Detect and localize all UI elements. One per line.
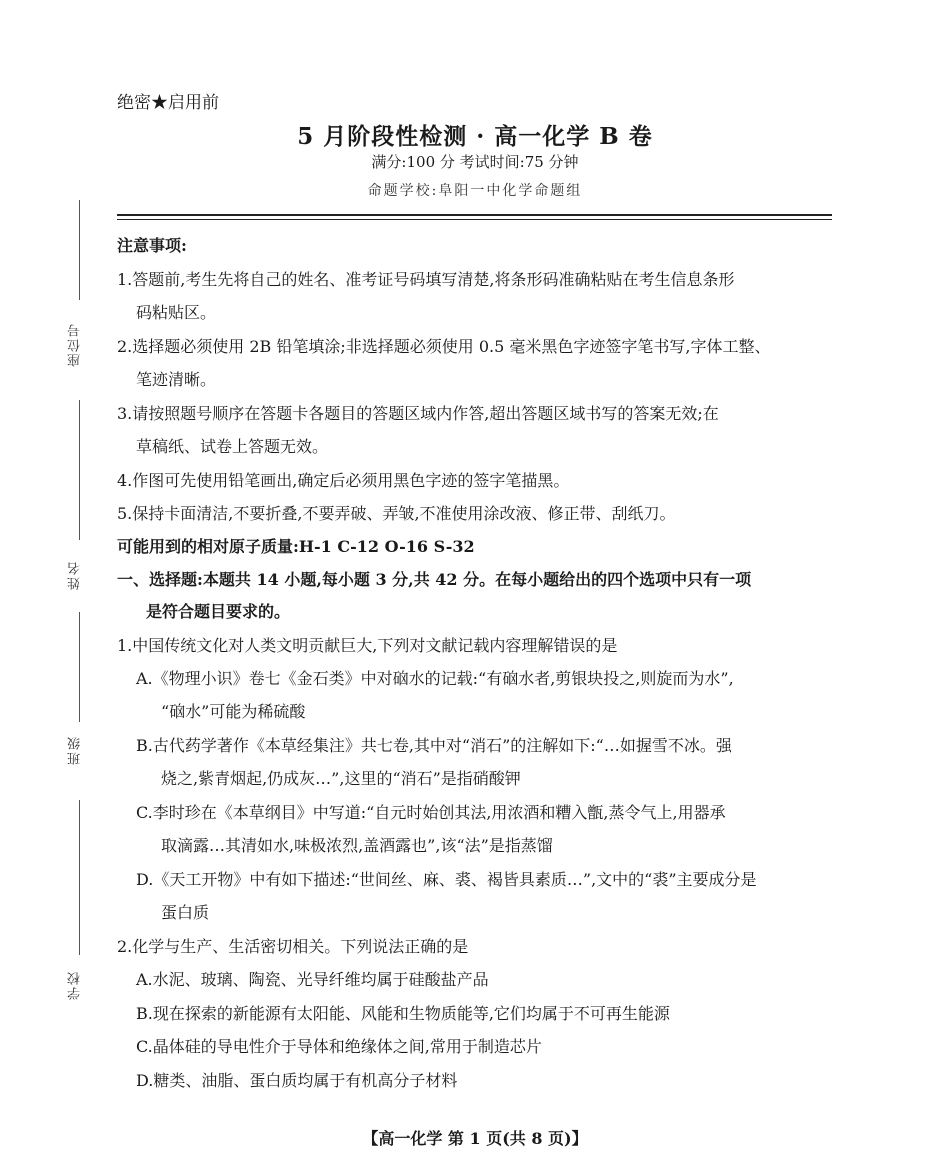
q1-option-a: A.《物理小识》卷七《金石类》中对硇水的记载:“有硇水者,剪银块投之,则旋而为水”, xyxy=(136,669,734,688)
notice-item: 4.作图可先使用铅笔画出,确定后必须用黑色字迹的签字笔描黑。 xyxy=(117,471,570,490)
side-label-name: 姓名 xyxy=(68,560,83,590)
page-title: 5 月阶段性检测 · 高一化学 B 卷 xyxy=(297,123,653,150)
side-label-class: 班级 xyxy=(68,735,83,765)
notice-item: 5.保持卡面清洁,不要折叠,不要弄破、弄皱,不准使用涂改液、修正带、刮纸刀。 xyxy=(117,504,676,523)
notice-item: 3.请按照题号顺序在答题卡各题目的答题区域内作答,超出答题区域书写的答案无效;在 xyxy=(117,404,719,423)
notice-heading: 注意事项: xyxy=(117,236,187,255)
atomic-masses: 可能用到的相对原子质量:H-1 C-12 O-16 S-32 xyxy=(117,537,475,556)
score-time: 满分:100 分 考试时间:75 分钟 xyxy=(371,153,579,171)
side-label-school: 学校 xyxy=(68,970,83,1000)
q2-stem: 2.化学与生产、生活密切相关。下列说法正确的是 xyxy=(117,937,469,956)
notice-item: 码粘贴区。 xyxy=(136,303,217,322)
q1-option-d: D.《天工开物》中有如下描述:“世间丝、麻、裘、褐皆具素质…”,文中的“裘”主要成分是 xyxy=(136,870,757,889)
q1-option-a-cont: “硇水”可能为稀硫酸 xyxy=(161,702,306,721)
section-heading: 一、选择题:本题共 14 小题,每小题 3 分,共 42 分。在每小题给出的四个选项中只有一项 xyxy=(117,570,752,589)
header-rule-thin xyxy=(117,219,832,220)
q1-option-b: B.古代药学著作《本草经集注》共七卷,其中对“消石”的注解如下:“…如握雪不冰。强 xyxy=(136,736,732,755)
q1-option-c: C.李时珍在《本草纲目》中写道:“自元时始创其法,用浓酒和糟入甑,蒸令气上,用器承 xyxy=(136,803,726,822)
notice-item: 1.答题前,考生先将自己的姓名、准考证号码填写清楚,将条形码准确粘贴在考生信息条形 xyxy=(117,270,735,289)
notice-item: 草稿纸、试卷上答题无效。 xyxy=(136,437,329,456)
binding-line-1 xyxy=(79,200,80,300)
q1-option-c-cont: 取滴露…其清如水,味极浓烈,盖酒露也”,该“法”是指蒸馏 xyxy=(161,836,553,855)
notice-item: 2.选择题必须使用 2B 铅笔填涂;非选择题必须使用 0.5 毫米黑色字迹签字笔书写,字体工整、 xyxy=(117,337,771,356)
header-rule-thick xyxy=(117,214,832,216)
secret-mark: 绝密★启用前 xyxy=(117,93,219,113)
q1-option-b-cont: 烧之,紫青烟起,仍成灰…”,这里的“消石”是指硝酸钾 xyxy=(161,769,521,788)
q1-option-d-cont: 蛋白质 xyxy=(161,903,210,922)
binding-line-3 xyxy=(79,612,80,722)
q2-option-a: A.水泥、玻璃、陶瓷、光导纤维均属于硅酸盐产品 xyxy=(136,970,489,989)
q2-option-d: D.糖类、油脂、蛋白质均属于有机高分子材料 xyxy=(136,1071,458,1090)
school-line: 命题学校:阜阳一中化学命题组 xyxy=(367,183,583,199)
q1-stem: 1.中国传统文化对人类文明贡献巨大,下列对文献记载内容理解错误的是 xyxy=(117,636,618,655)
side-label-seat: 座位号 xyxy=(68,322,83,368)
page-footer: 【高一化学 第 1 页(共 8 页)】 xyxy=(362,1129,588,1148)
q2-option-b: B.现在探索的新能源有太阳能、风能和生物质能等,它们均属于不可再生能源 xyxy=(136,1004,670,1023)
notice-item: 笔迹清晰。 xyxy=(136,370,217,389)
section-heading-cont: 是符合题目要求的。 xyxy=(146,602,291,621)
binding-line-4 xyxy=(79,800,80,955)
binding-line-2 xyxy=(79,400,80,540)
q2-option-c: C.晶体硅的导电性介于导体和绝缘体之间,常用于制造芯片 xyxy=(136,1037,542,1056)
